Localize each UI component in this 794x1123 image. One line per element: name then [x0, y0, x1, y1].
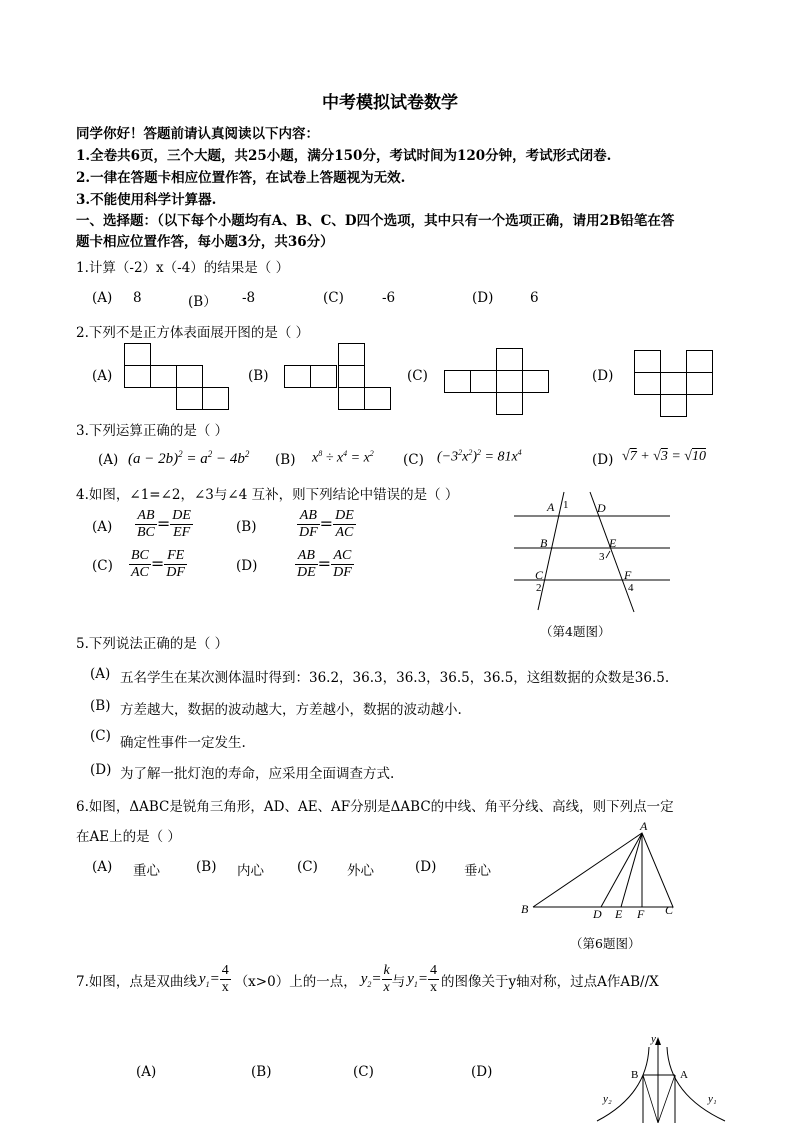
q3-expr-a: $(a - 2b)^2 = a^2 - 4b^2$ [128, 449, 250, 467]
q5-option-b-label: (B) [90, 698, 111, 714]
q3-stem: 3.下列运算正确的是（ ） [76, 423, 229, 439]
q6-option-b-value: 内心 [237, 863, 264, 879]
q3-expr-b: $x^8 \div x^4 = x^2$ [312, 449, 374, 466]
q2-net-c [444, 348, 554, 418]
curve-y1 [667, 1047, 725, 1121]
q6-option-c-value: 外心 [347, 863, 374, 879]
q6-stem-line1: 6.如图，ΔABC是锐角三角形，AD、AE、AF分别是ΔABC的中线、角平分线、高线，则下列点一定 [76, 799, 674, 815]
q1-option-b-value: -8 [242, 290, 256, 306]
q3-label-d: (D) [592, 452, 614, 468]
q6-option-a-value: 重心 [133, 863, 160, 879]
q4-fig-label-f: F [624, 568, 632, 582]
q4-fig-label-3: 3 [599, 551, 605, 563]
q4-fig-label-1: 1 [563, 499, 569, 511]
q3-label-c: (C) [403, 452, 424, 468]
q5-option-a-label: (A) [90, 666, 111, 682]
q6-option-b-label: (B) [196, 859, 217, 875]
section1-line1: 一、选择题：（以下每个小题均有A、B、C、D四个选项，其中只有一个选项正确，请用2B铅笔在答 [76, 213, 675, 229]
q1-stem: 1.计算（-2）x（-4）的结果是（ ） [76, 260, 290, 276]
q7-label-d: (D) [471, 1064, 493, 1080]
q6-fig-label-c: C [665, 903, 674, 917]
q7-label-b: (B) [251, 1064, 272, 1080]
q4-expr-a: $\frac{AB}{BC}$ = $\frac{DE}{EF}$ [137, 508, 191, 540]
q2-net-b [284, 343, 394, 413]
q6-fig-label-e: E [615, 907, 623, 921]
q7-fig-label-y: y [651, 1033, 656, 1045]
q4-fig-label-4: 4 [628, 582, 634, 594]
q5-option-d-label: (D) [90, 762, 112, 778]
section1-line2: 题卡相应位置作答，每小题3分，共36分） [76, 234, 334, 250]
q6-fig-label-a: A [640, 819, 648, 833]
q6-fig-label-d: D [593, 907, 602, 921]
line-a-o [658, 1075, 675, 1123]
q4-caption: （第4题图） [540, 624, 611, 639]
q1-option-a-label: (A) [92, 290, 113, 306]
curve-y2 [597, 1047, 649, 1121]
q1-option-d-value: 6 [530, 290, 539, 306]
q7-fig-label-y2: y₂ [603, 1093, 612, 1105]
q7-fig-label-a: A [680, 1069, 688, 1081]
q4-expr-b: $\frac{AB}{DF}$ = $\frac{DE}{AC}$ [299, 508, 354, 540]
q6-option-d-value: 垂心 [464, 863, 491, 879]
q7-label-a: (A) [136, 1064, 157, 1080]
greeting: 同学你好！答题前请认真阅读以下内容： [76, 126, 319, 142]
q7-fig-label-y1: y₁ [708, 1093, 717, 1105]
line-b-o [643, 1075, 658, 1123]
q4-fig-label-2: 2 [536, 582, 542, 594]
q4-stem: 4.如图，∠1=∠2，∠3与∠4 互补，则下列结论中错误的是（ ） [76, 487, 459, 503]
triangle-abc [533, 833, 673, 907]
q2-net-a [124, 343, 234, 413]
q4-label-a: (A) [92, 519, 113, 535]
q6-stem-line2: 在AE上的是（ ） [76, 829, 181, 845]
q4-fig-label-b: B [540, 536, 548, 550]
q1-option-c-value: -6 [382, 290, 396, 306]
q6-caption: （第6题图） [570, 936, 641, 951]
q2-label-b: (B) [248, 368, 269, 384]
q2-net-d [634, 350, 724, 420]
q7-label-c: (C) [353, 1064, 374, 1080]
q4-fig-label-a: A [547, 500, 555, 514]
median-ad [601, 833, 642, 907]
q3-expr-d: √7 + √3 = √10 [622, 449, 706, 464]
q5-option-c-text: 确定性事件一定发生. [120, 735, 246, 751]
q4-figure [508, 488, 678, 623]
q1-option-c-label: (C) [323, 290, 344, 306]
q6-fig-label-b: B [521, 902, 529, 916]
q4-expr-c: $\frac{BC}{AC}$ = $\frac{FE}{DF}$ [131, 548, 185, 580]
q4-label-d: (D) [236, 558, 258, 574]
q4-fig-label-d: D [597, 501, 606, 515]
q4-label-c: (C) [92, 558, 113, 574]
q2-label-c: (C) [407, 368, 428, 384]
bisector-ae [621, 833, 642, 907]
q6-fig-label-f: F [637, 907, 645, 921]
q6-option-a-label: (A) [92, 859, 113, 875]
q1-option-a-value: 8 [133, 290, 142, 306]
q4-label-b: (B) [236, 519, 257, 535]
q3-expr-c: $(-3^2x^2)^2 = 81x^4$ [437, 448, 522, 465]
q2-label-d: (D) [592, 368, 614, 384]
q5-option-b-text: 方差越大，数据的波动越大，方差越小，数据的波动越小. [120, 702, 462, 718]
q5-option-d-text: 为了解一批灯泡的寿命，应采用全面调查方式. [120, 766, 395, 782]
q6-option-d-label: (D) [415, 859, 437, 875]
q4-fig-label-c: C [535, 568, 544, 582]
q2-label-a: (A) [92, 368, 113, 384]
page-title: 中考模拟试卷数学 [322, 93, 458, 113]
q1-option-d-label: (D) [472, 290, 494, 306]
q5-option-c-label: (C) [90, 728, 111, 744]
q2-stem: 2.下列不是正方体表面展开图的是（ ） [76, 325, 310, 341]
q7-fig-label-b: B [631, 1069, 639, 1081]
q5-option-a-text: 五名学生在某次测体温时得到：36.2，36.3，36.3，36.5，36.5，这组数据的众数是36.5. [120, 670, 670, 686]
angle3-mark [606, 551, 610, 558]
q5-stem: 5.下列说法正确的是（ ） [76, 636, 229, 652]
rule-3: 3.不能使用科学计算器. [76, 192, 217, 208]
q3-label-b: (B) [275, 452, 296, 468]
q6-option-c-label: (C) [297, 859, 318, 875]
q7-figure [595, 1035, 730, 1123]
q7-stem: 7.如图，点是双曲线 $y_1=$ $\frac{4}{x}$ （x>0）上的一点， $y_2=$ $\frac{k}{x}$ 与 $y_1=$ $\frac{4}{x}$ 的图像关于y轴对称，过点A作AB//X [76, 963, 659, 995]
q4-fig-label-e: E [609, 536, 617, 550]
rule-1: 1.全卷共6页，三个大题，共25小题，满分150分，考试时间为120分钟，考试形式闭卷. [76, 148, 612, 164]
q1-option-b-label: (B） [188, 294, 217, 310]
rule-2: 2.一律在答题卡相应位置作答，在试卷上答题视为无效. [76, 170, 406, 186]
q6-figure [515, 820, 690, 920]
q4-expr-d: $\frac{AB}{DE}$ = $\frac{AC}{DF}$ [297, 548, 352, 580]
q3-label-a: (A) [98, 452, 119, 468]
